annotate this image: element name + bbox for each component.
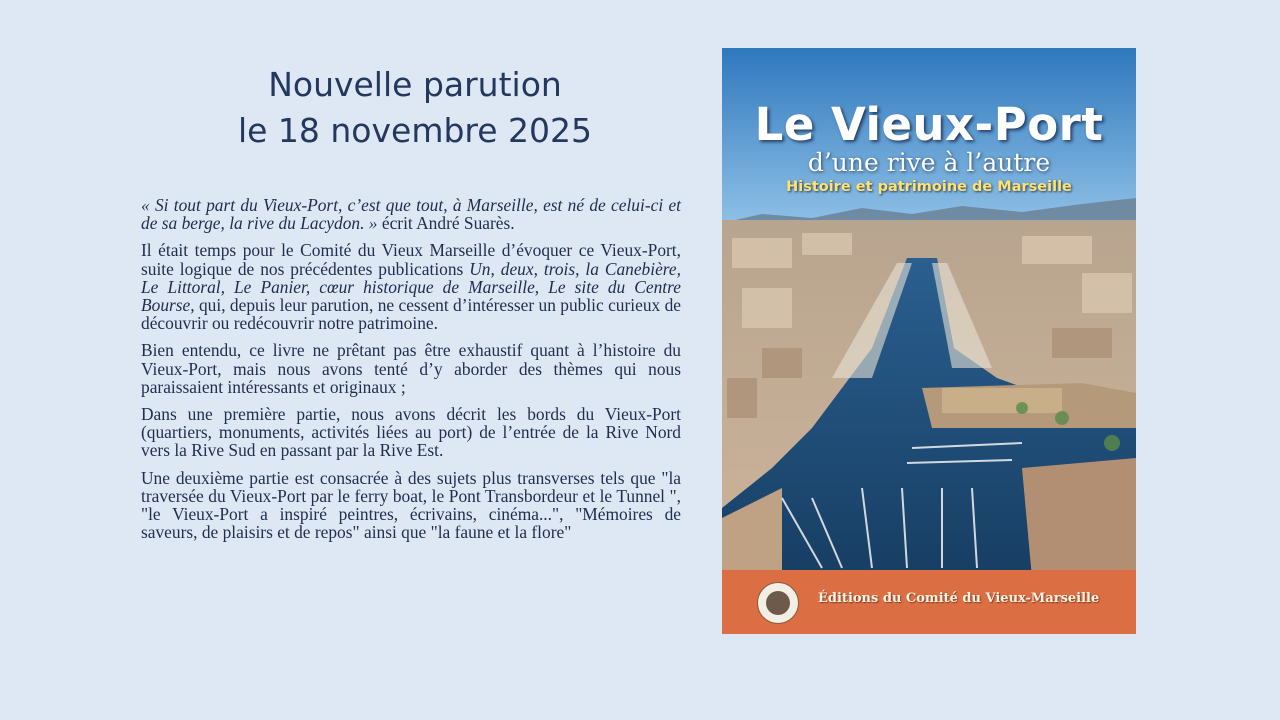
description-text [141,196,681,550]
intro-text: Il était temps pour le Comité du Vieux Marseille d’évoquer ce Vieux-Port, suite logique de nos précédentes publications [141,240,681,279]
paragraph-intro [141,241,681,332]
heading-line-1: Nouvelle parution [268,65,562,104]
cover-title: Le Vieux-Port [754,98,1104,151]
intro-text-end: qui, depuis leur parution, ne cessent d’intéresser un public curieux de découvrir ou redécouvrir notre patrimoine. [141,295,681,334]
publisher-name: Éditions du Comité du Vieux-Marseille [818,591,1100,606]
announcement-heading [150,62,680,154]
paragraph-part-one: Dans une première partie, nous avons décrit les bords du Vieux-Port (quartiers, monuments, activités liées au port) de l’entrée de la Rive Nord vers la Rive Sud en passant par la Rive Est. [141,404,681,461]
publisher-band [722,570,1136,634]
cover-subtitle: d’une rive à l’autre [807,148,1051,177]
suares-quote: « Si tout part du Vieux-Port, c’est que tout, à Marseille, est né de celui-ci et de sa berge, la rive du Lacydon. » [141,195,681,234]
previous-publications: Un, deux, trois, la Canebière, Le Littoral, Le Panier, cœur historique de Marseille [141,258,681,297]
separator: , [534,276,549,297]
publisher-seal-icon [757,582,799,624]
book-cover [722,48,1136,634]
heading-line-2: le 18 novembre 2025 [237,111,593,150]
quote-attribution: écrit André Suarès. [377,213,515,234]
cover-tagline: Histoire et patrimoine de Marseille [786,179,1072,195]
publication-centre-bourse: Le site du Centre Bourse, [141,276,681,316]
paragraph-scope: Bien entendu, ce livre ne prêtant pas être exhaustif quant à l’histoire du Vieux-Port, mais nous avons tenté d’y aborder des thèmes qui nous paraissaient intéressants et originaux ; [141,340,681,397]
paragraph-part-two: Une deuxième partie est consacrée à des sujets plus transverses tels que "la traversée du Vieux-Port par le ferry boat, le Pont Transbordeur et le Tunnel ", "le Vieux-Port a inspiré peintres, écrivains, cinéma...", "Mémoires de saveurs, de plaisirs et de repos" ainsi que "la faune et la flore" [141,467,681,543]
paragraph-quote [141,196,681,232]
